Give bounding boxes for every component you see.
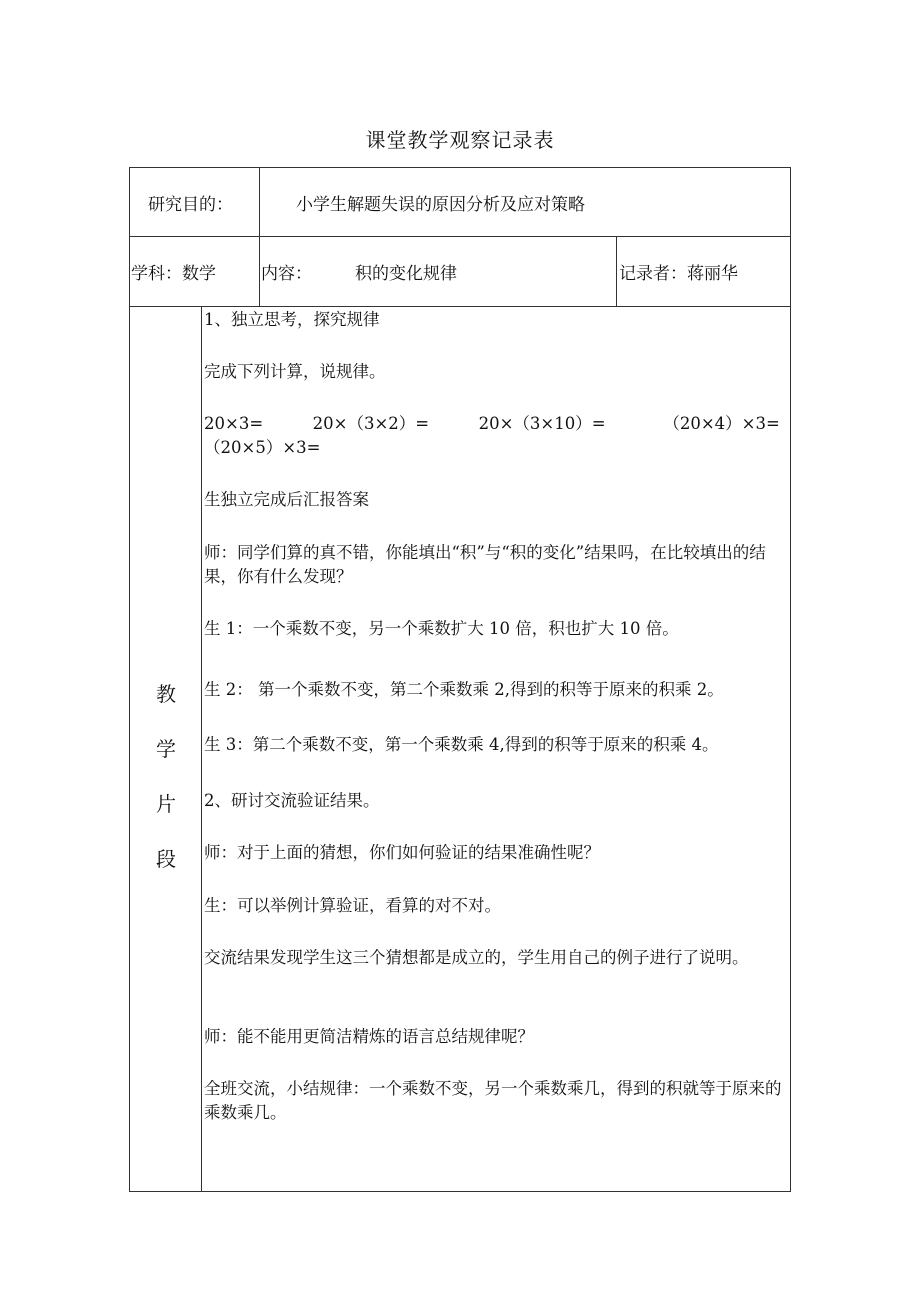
- purpose-value: 小学生解题失误的原因分析及应对策略: [296, 195, 585, 215]
- section-label-char: 片: [156, 792, 176, 816]
- paragraph: 全班交流，小结规律：一个乘数不变，另一个乘数乘几，得到的积就等于原来的乘数乘几。: [204, 1079, 782, 1122]
- row-divider-1: [129, 236, 791, 237]
- col-divider-a: [259, 167, 260, 307]
- content-value: 积的变化规律: [355, 264, 457, 284]
- paragraph: 1、独立思考，探究规律: [204, 310, 380, 329]
- col-divider-b: [616, 236, 617, 307]
- table-border-bottom: [129, 1191, 791, 1192]
- paragraph: 2、研讨交流验证结果。: [204, 791, 380, 810]
- paragraph: 完成下列计算，说规律。: [204, 362, 386, 381]
- paragraph: 生 1：一个乘数不变，另一个乘数扩大 10 倍，积也扩大 10 倍。: [204, 619, 679, 638]
- document-title: 课堂教学观察记录表: [365, 128, 555, 152]
- paragraph: 师：同学们算的真不错，你能填出“积”与“积的变化”结果吗，在比较填出的结果，你有什么发现？: [204, 543, 766, 586]
- table-border-top: [129, 167, 791, 168]
- paragraph: 生独立完成后汇报答案: [204, 490, 369, 509]
- section-label-char: 教: [156, 682, 176, 706]
- row-divider-2: [129, 306, 791, 307]
- paragraph: 生 2： 第一个乘数不变，第二个乘数乘 2,得到的积等于原来的积乘 2。: [204, 680, 724, 699]
- section-label-char: 段: [156, 847, 176, 871]
- recorder-cell: 记录者：蒋丽华: [619, 264, 738, 284]
- section-label-char: 学: [156, 737, 176, 761]
- paragraph: 生 3：第二个乘数不变，第一个乘数乘 4,得到的积等于原来的积乘 4。: [204, 735, 719, 754]
- paragraph: 交流结果发现学生这三个猜想都是成立的，学生用自己的例子进行了说明。: [204, 948, 749, 967]
- paragraph: 20×3= 20×（3×2）= 20×（3×10）= （20×4）×3=（20×5）×3=: [204, 414, 780, 457]
- paragraph: 生：可以举例计算验证，看算的对不对。: [204, 896, 501, 915]
- content-label: 内容：: [261, 264, 312, 284]
- subject-cell: 学科：数学: [131, 264, 216, 284]
- paragraph: 师：能不能用更简洁精炼的语言总结规律呢？: [204, 1027, 534, 1046]
- purpose-label: 研究目的：: [148, 195, 233, 215]
- paragraph: 师：对于上面的猜想，你们如何验证的结果准确性呢？: [204, 843, 600, 862]
- table-border-right: [790, 167, 791, 1192]
